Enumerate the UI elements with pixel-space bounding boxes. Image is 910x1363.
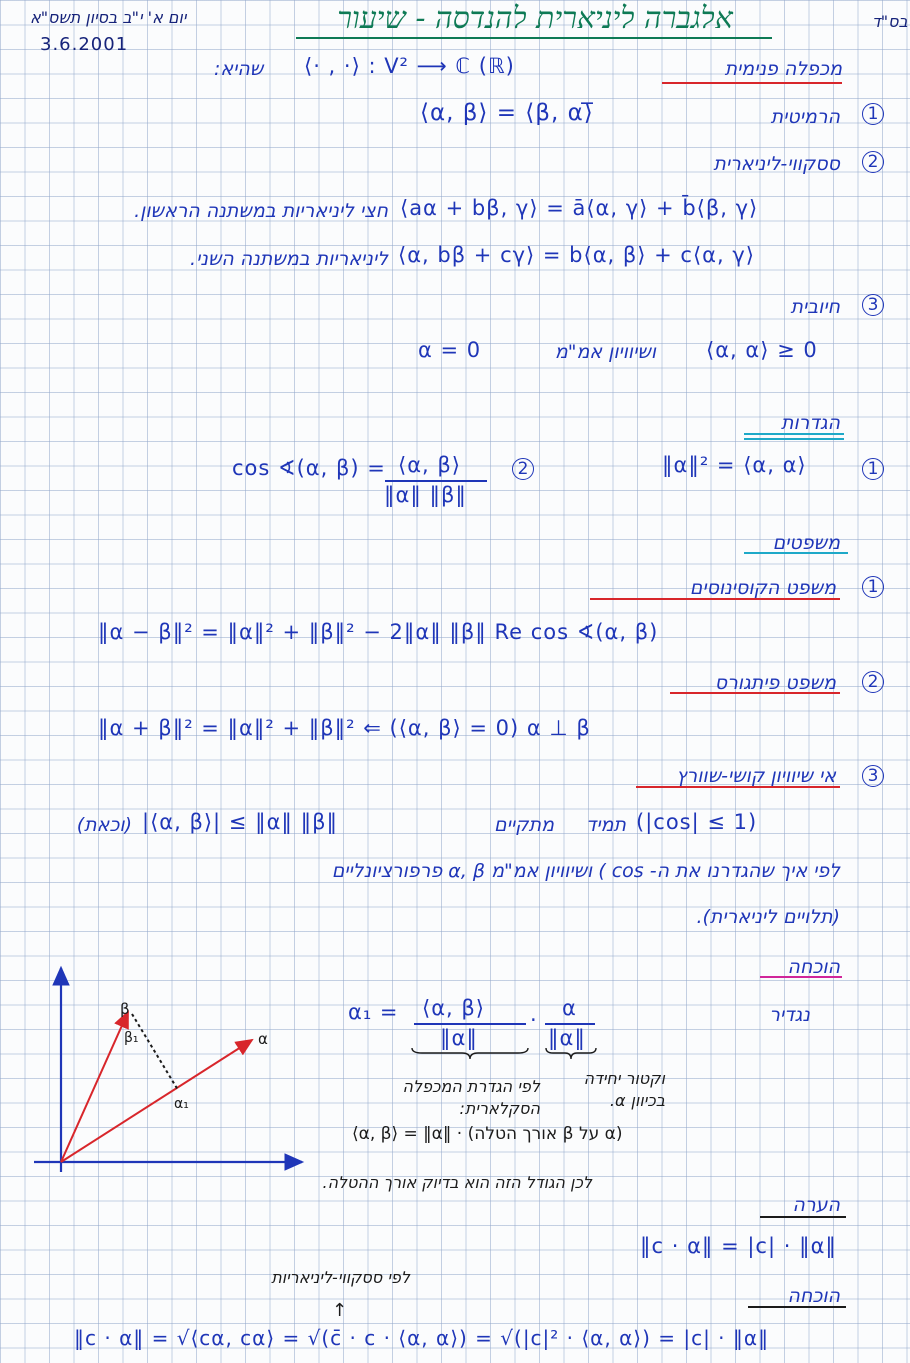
- date-numeric: 3.6.2001: [40, 34, 129, 55]
- label-beta1: β₁: [124, 1030, 139, 1046]
- section-heading-theorems: משפטים: [772, 532, 840, 554]
- proof-heading: הוכחה: [787, 956, 840, 978]
- cos-definition-denominator: ‖α‖ ‖β‖: [384, 483, 467, 507]
- alpha1-denominator: ‖α‖: [440, 1026, 478, 1050]
- sesquilinear-note-second: ליניאריות במשתנה השני.: [190, 248, 388, 270]
- fraction-bar: [545, 1023, 595, 1025]
- definition-formula: ⟨· , ·⟩ : V² ⟶ ℂ (ℝ): [304, 54, 515, 78]
- multiplication-dot: ·: [530, 1008, 538, 1032]
- label-alpha: α: [258, 1030, 268, 1048]
- property-number-1: 1: [862, 103, 884, 125]
- norm-definition-formula: ‖α‖² = ⟨α, α⟩: [662, 453, 807, 477]
- unit-vector-note: וקטור יחידה בכיוון α.: [583, 1069, 665, 1110]
- cauchy-schwarz-formula: |⟨α, β⟩| ≤ ‖α‖ ‖β‖: [142, 810, 338, 834]
- theorem-name-cosines: משפט הקוסינוסים: [689, 577, 836, 599]
- label-beta: β: [120, 1000, 130, 1018]
- theorem-number-2: 2: [862, 671, 884, 693]
- theorem-underline: [670, 692, 840, 694]
- cauchy-schwarz-holds: מתקיים: [494, 814, 554, 836]
- heading-underline: [760, 1216, 846, 1218]
- fraction-bar: [385, 480, 487, 482]
- cauchy-schwarz-prefix: (וכאת): [76, 814, 132, 836]
- unit-vector-denominator: ‖α‖: [548, 1026, 586, 1050]
- theorem-name-cauchy-schwarz: אי שיוויון קושי-שוורץ: [676, 765, 836, 787]
- heading-underline: [744, 438, 844, 440]
- positivity-condition: α = 0: [418, 338, 482, 362]
- unit-vector-numerator: α: [562, 996, 577, 1020]
- heading-underline: [662, 82, 842, 84]
- corner-mark: בס"ד: [872, 12, 908, 31]
- cos-definition-numerator: ⟨α, β⟩: [398, 453, 461, 477]
- cauchy-schwarz-note-1: לפי איך שהגדרנו את ה- cos ) ושיוויון אמ"מ α, β פרפורציונליים: [331, 860, 840, 882]
- property-number-2: 2: [862, 151, 884, 173]
- sesquilinear-note-first: חצי ליניאריות במשתנה הראשון.: [134, 200, 388, 222]
- scalar-definition-formula: ⟨α, β⟩ = ‖α‖ · (אורך הטלה β על α): [352, 1124, 623, 1144]
- section-heading-inner-product: מכפלה פנימית: [724, 58, 842, 80]
- sesquilinear-note: לפי ססקווי-ליניאריות: [271, 1268, 410, 1287]
- scalar-definition-note: לפי הגדרת המכפלה הסקלארית:: [402, 1077, 540, 1118]
- cos-definition-lhs: cos ∢(α, β) =: [232, 456, 386, 480]
- cauchy-schwarz-note-2: (תלויים ליניארית).: [696, 906, 840, 928]
- theorem-number-1: 1: [862, 576, 884, 598]
- theorem-number-3: 3: [862, 765, 884, 787]
- cauchy-schwarz-bound: (|cos| ≤ 1): [636, 810, 758, 834]
- projection-line: [132, 1014, 178, 1090]
- property-number-3: 3: [862, 294, 884, 316]
- theorem-name-pythagoras: משפט פיתגורס: [714, 672, 836, 694]
- heading-underline: [744, 433, 844, 435]
- sesquilinear-formula-first: ⟨aα + bβ, γ⟩ = ā⟨α, γ⟩ + b̄⟨β, γ⟩: [400, 196, 759, 220]
- date-hebrew: יום א' י"ב בסיון תשס"א: [30, 8, 187, 27]
- theorem-underline: [636, 786, 840, 788]
- definition-word: שהיא:: [214, 58, 264, 80]
- sesquilinear-formula-second: ⟨α, bβ + cγ⟩ = b⟨α, β⟩ + c⟨α, γ⟩: [398, 243, 755, 267]
- cauchy-schwarz-always: תמיד: [585, 814, 626, 836]
- heading-underline: [748, 1306, 846, 1308]
- heading-underline: [760, 976, 842, 978]
- proof2-formula: ‖c · α‖ = √⟨cα, cα⟩ = √(c̄ · c · ⟨α, α⟩) = √(|c|² · ⟨α, α⟩) = |c| · ‖α‖: [74, 1326, 770, 1350]
- projection-conclusion: לכן הגודל הזה הוא בדיוק אורך ההטלה.: [322, 1173, 592, 1192]
- page-title: אלגברה ליניארית להנדסה - שיעור: [337, 1, 733, 36]
- pythagoras-formula: ‖α + β‖² = ‖α‖² + ‖β‖² ⇐ (⟨α, β⟩ = 0) α ⊥ β: [98, 716, 591, 740]
- projection-diagram: [28, 960, 318, 1180]
- property-formula-hermitian: ⟨α, β⟩ = ⟨β, α⟩̅: [420, 100, 594, 126]
- alpha1-lhs: α₁ =: [348, 1000, 399, 1024]
- define-word: נגדיר: [769, 1004, 810, 1026]
- definition-number-2: 2: [512, 458, 534, 480]
- heading-underline: [744, 552, 848, 554]
- theorem-underline: [590, 598, 840, 600]
- remark-heading: הערה: [792, 1194, 840, 1216]
- property-name-positive: חיובית: [790, 296, 840, 318]
- property-name-hermitian: הרמיטית: [770, 106, 840, 128]
- vector-alpha: [61, 1040, 252, 1162]
- label-alpha1: α₁: [174, 1096, 189, 1112]
- remark-formula: ‖c · α‖ = |c| · ‖α‖: [640, 1234, 837, 1258]
- underbrace-unit: [544, 1046, 598, 1060]
- section-heading-definitions: הגדרות: [780, 412, 840, 434]
- law-of-cosines-formula: ‖α − β‖² = ‖α‖² + ‖β‖² − 2‖α‖ ‖β‖ Re cos ∢(α, β): [98, 620, 659, 644]
- underbrace-scalar: [410, 1046, 530, 1060]
- title-underline: [296, 37, 772, 39]
- proof2-heading: הוכחה: [787, 1285, 840, 1307]
- property-name-sesquilinear: ססקווי-ליניארית: [713, 153, 840, 175]
- definition-number-1: 1: [862, 458, 884, 480]
- fraction-bar: [414, 1023, 526, 1025]
- positivity-formula: ⟨α, α⟩ ≥ 0: [706, 338, 818, 362]
- alpha1-numerator: ⟨α, β⟩: [422, 996, 485, 1020]
- positivity-note: ושיוויון אמ"מ: [554, 341, 656, 363]
- arrow-up-icon: ↑: [332, 1300, 348, 1321]
